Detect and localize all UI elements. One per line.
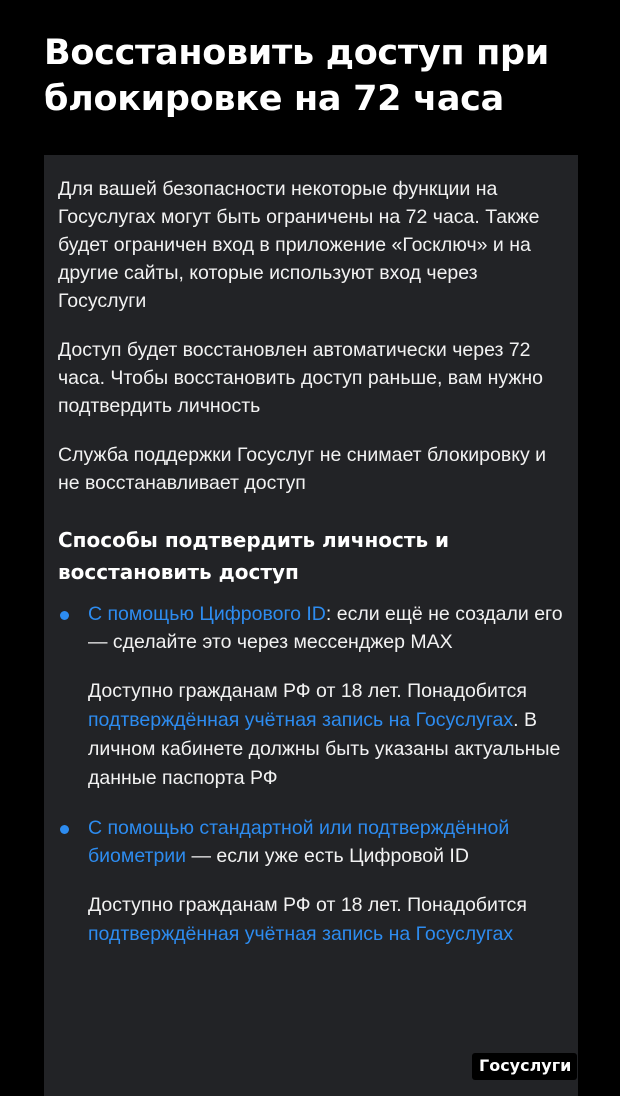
method-text: — если уже есть Цифровой ID xyxy=(186,845,469,867)
verified-account-link[interactable]: подтверждённая учётная запись на Госуслугах xyxy=(88,709,514,731)
bullet-dot-icon xyxy=(60,825,69,834)
info-card xyxy=(44,155,578,1096)
methods-section-title: Способы подтвердить личность и восстановить доступ xyxy=(58,528,450,584)
verified-account-link[interactable]: подтверждённая учётная запись на Госуслугах xyxy=(88,923,514,945)
details-prefix: Доступно гражданам РФ от 18 лет. Понадобится xyxy=(88,894,527,916)
methods-list xyxy=(58,600,564,949)
digital-id-link[interactable]: С помощью Цифрового ID xyxy=(88,603,326,625)
auto-restore-notice: Доступ будет восстановлен автоматически через 72 часа. Чтобы восстановить доступ раньше, вам нужно подтвердить личность xyxy=(58,339,544,417)
method-details xyxy=(88,677,564,793)
bullet-dot-icon xyxy=(60,611,69,620)
method-description xyxy=(88,814,564,870)
method-digital-id xyxy=(58,600,564,793)
details-suffix: . В личном кабинете должны быть указаны актуальные данные паспорта РФ xyxy=(88,709,561,789)
method-text: : если ещё не создали его — сделайте это через мессенджер MAX xyxy=(88,603,563,653)
security-notice: Для вашей безопасности некоторые функции на Госуслугах могут быть ограничены на 72 часа. Также будет ограничен вход в приложение «Госключ» и на другие сайты, которые используют вход через Госуслуги xyxy=(58,178,540,312)
gosuslugi-watermark: Госуслуги xyxy=(472,1053,577,1080)
support-notice: Служба поддержки Госуслуг не снимает блокировку и не восстанавливает доступ xyxy=(58,444,547,494)
method-details xyxy=(88,891,564,949)
details-prefix: Доступно гражданам РФ от 18 лет. Понадобится xyxy=(88,680,527,702)
page-title: Восстановить доступ при блокировке на 72 часа xyxy=(44,33,550,119)
method-description xyxy=(88,600,564,656)
method-biometrics xyxy=(58,814,564,949)
biometrics-link[interactable]: С помощью стандартной или подтверждённой биометрии xyxy=(88,817,510,867)
